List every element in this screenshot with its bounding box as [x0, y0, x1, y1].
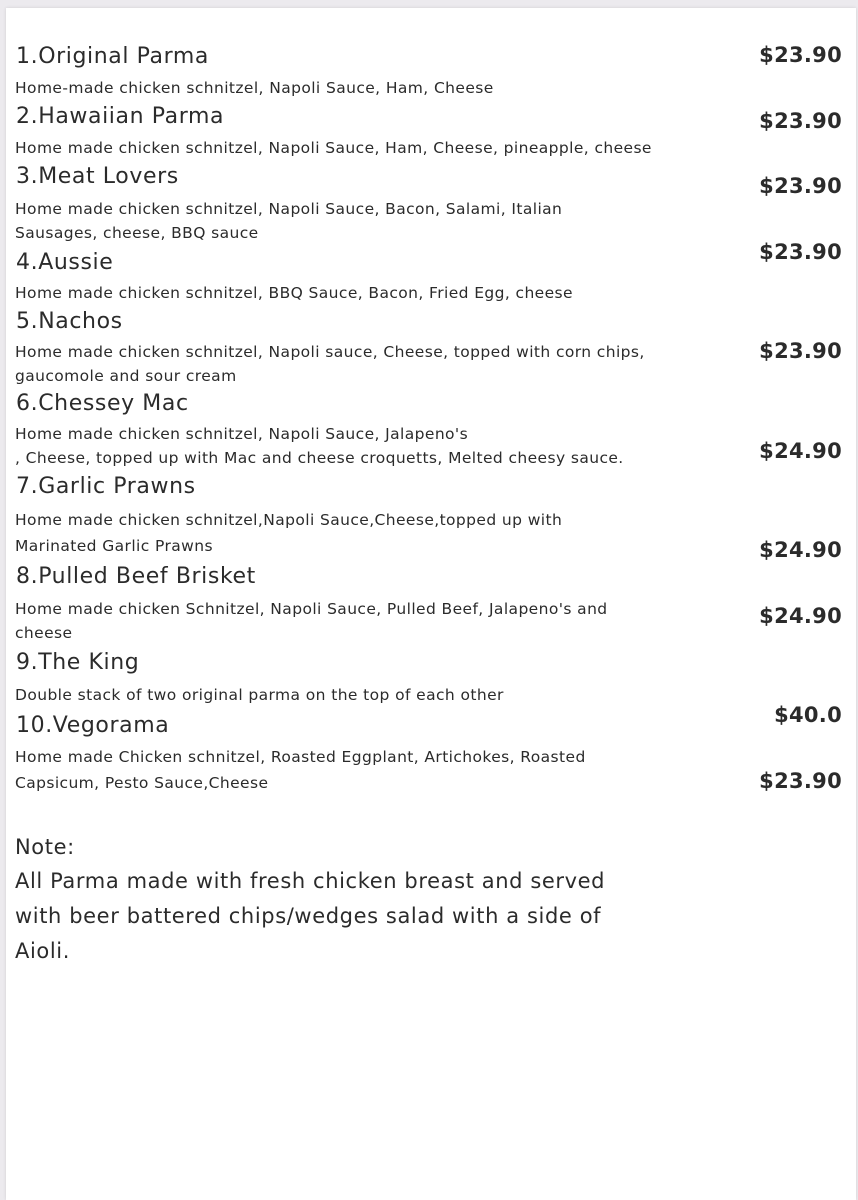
menu-item-title: 5.Nachos: [16, 309, 123, 334]
menu-item-price: $23.90: [759, 174, 842, 198]
menu-item-price: $24.90: [759, 604, 842, 628]
menu-item-description: Home made chicken schnitzel, Napoli Sauce, Jalapeno's , Cheese, topped up with Mac and cheese croquetts, Melted cheesy sauce.: [15, 425, 624, 467]
menu-item-title: 2.Hawaiian Parma: [16, 104, 225, 129]
menu-item-description: Home made Chicken schnitzel, Roasted Eggplant, Artichokes, Roasted Capsicum, Pesto Sauce,Cheese: [15, 748, 586, 792]
menu-item-title: 4.Aussie: [16, 250, 114, 275]
menu-item-description: Double stack of two original parma on the top of each other: [15, 686, 504, 704]
menu-item-price: $24.90: [759, 439, 842, 463]
menu-item-description: Home made chicken schnitzel, BBQ Sauce, Bacon, Fried Egg, cheese: [15, 284, 573, 302]
menu-item-description: Home made chicken schnitzel,Napoli Sauce,Cheese,topped up with Marinated Garlic Prawns: [15, 511, 563, 555]
menu-item-title: 3.Meat Lovers: [16, 164, 179, 189]
menu-item-title: 7.Garlic Prawns: [16, 474, 196, 499]
menu-item-title: 10.Vegorama: [16, 713, 170, 738]
menu-item-description: Home made chicken Schnitzel, Napoli Sauce, Pulled Beef, Jalapeno's and cheese: [15, 600, 608, 642]
menu-item-description: Home made chicken schnitzel, Napoli Sauce, Bacon, Salami, Italian Sausages, cheese, BBQ sauce: [15, 200, 563, 242]
menu-item-price: $23.90: [759, 109, 842, 133]
menu-item-price: $23.90: [759, 339, 842, 363]
menu-item-title: 6.Chessey Mac: [16, 391, 189, 416]
menu-item-price: $23.90: [759, 769, 842, 793]
menu-item-description: Home made chicken schnitzel, Napoli Sauce, Ham, Cheese, pineapple, cheese: [15, 139, 652, 157]
menu-item-description: Home made chicken schnitzel, Napoli sauce, Cheese, topped with corn chips, gaucomole and sour cream: [15, 343, 645, 385]
menu-item-title: 9.The King: [16, 650, 140, 675]
menu-item-title: 8.Pulled Beef Brisket: [16, 564, 256, 589]
menu-item-price: $23.90: [759, 43, 842, 67]
menu-item-price: $24.90: [759, 538, 842, 562]
menu-page: [6, 8, 856, 1200]
menu-item-title: 1.Original Parma: [16, 44, 210, 69]
menu-item-price: $23.90: [759, 240, 842, 264]
note-heading: Note:: [15, 835, 75, 859]
menu-item-description: Home-made chicken schnitzel, Napoli Sauce, Ham, Cheese: [15, 79, 494, 97]
note-body: All Parma made with fresh chicken breast and served with beer battered chips/wedges salad with a side of Aioli.: [15, 869, 606, 963]
menu-item-price: $40.0: [774, 703, 842, 727]
